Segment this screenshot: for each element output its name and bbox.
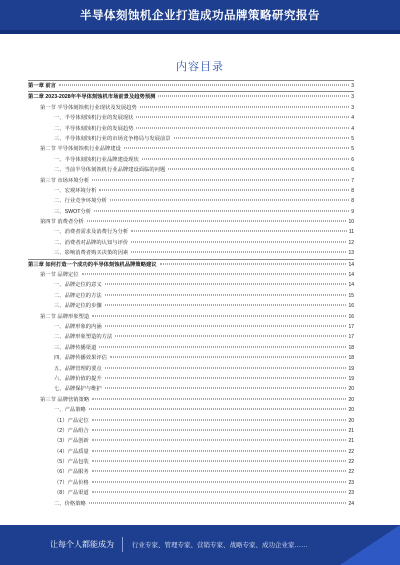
toc-leader-dots xyxy=(59,85,349,86)
footer-corner-decoration xyxy=(340,525,400,565)
toc-entry-page: 6 xyxy=(351,167,354,174)
toc-entry-label: 六、品牌价值的提升 xyxy=(54,375,102,382)
toc-entry-label: 二、品牌形象塑造的方法 xyxy=(54,334,113,341)
toc-leader-dots xyxy=(89,409,347,410)
toc-entry-page: 6 xyxy=(351,156,354,163)
toc-leader-dots xyxy=(92,461,347,462)
toc-leader-dots xyxy=(105,294,347,295)
header-accent-stripe xyxy=(0,30,400,34)
toc-entry-page: 14 xyxy=(348,261,354,268)
toc-entry-label: 七、品牌保护与维护 xyxy=(54,386,102,393)
toc-entry-page: 16 xyxy=(348,303,354,310)
toc-entry-label: （1）产品定位 xyxy=(54,417,89,424)
footer-divider xyxy=(122,537,123,552)
toc-leader-dots xyxy=(105,377,347,378)
toc-leader-dots xyxy=(105,325,347,326)
toc-entry[interactable] xyxy=(28,155,354,165)
toc-title: 内容目录 xyxy=(176,61,224,73)
toc-entry[interactable] xyxy=(28,196,354,206)
toc-entry-label: 一、产品策略 xyxy=(54,407,86,414)
toc-entry-label: 第一章 前言 xyxy=(28,83,56,89)
toc-entry[interactable] xyxy=(28,291,354,301)
toc-entry-label: 一、品牌定位的意义 xyxy=(54,282,102,289)
toc-entry[interactable] xyxy=(28,280,354,290)
toc-entry-page: 11 xyxy=(348,229,354,236)
toc-entry[interactable] xyxy=(28,395,354,405)
toc-entry[interactable] xyxy=(28,217,354,227)
toc-entry-label: 三、SWOT分析 xyxy=(54,208,92,215)
toc-entry[interactable] xyxy=(28,416,354,426)
toc-leader-dots xyxy=(92,450,347,451)
toc-entry-page: 20 xyxy=(348,407,354,414)
toc-entry[interactable] xyxy=(28,478,354,488)
toc-entry-page: 20 xyxy=(348,396,354,403)
toc-entry-label: 第四节 消费者分析 xyxy=(40,219,84,226)
toc-entry-page: 21 xyxy=(348,438,354,445)
toc-entry-label: 五、品牌管理的要点 xyxy=(54,365,102,372)
toc-entry-label: 二、行业竞争环境分析 xyxy=(54,198,107,205)
toc-entry-page: 7 xyxy=(351,177,354,184)
toc-entry[interactable] xyxy=(28,207,354,217)
toc-entry-page: 14 xyxy=(348,272,354,279)
toc-entry-label: 四、品牌传播效果评估 xyxy=(54,355,107,362)
toc-entry[interactable] xyxy=(28,312,354,322)
toc-entry-label: 二、当前半导体刻蚀机行业品牌建设面临的问题 xyxy=(54,167,166,174)
toc-entry[interactable] xyxy=(28,144,354,154)
toc-leader-dots xyxy=(92,492,347,493)
toc-entry-page: 5 xyxy=(351,146,354,153)
toc-entry[interactable] xyxy=(28,301,354,311)
toc-entry[interactable] xyxy=(28,384,354,394)
toc-entry[interactable] xyxy=(28,259,354,270)
toc-leader-dots xyxy=(115,336,346,337)
toc-entry-label: 二、半导体刻蚀机行业的发展趋势 xyxy=(54,125,134,132)
toc-leader-dots xyxy=(124,148,349,149)
toc-entry[interactable] xyxy=(28,134,354,144)
toc-entry-page: 20 xyxy=(348,417,354,424)
toc-entry[interactable] xyxy=(28,113,354,123)
toc-leader-dots xyxy=(105,388,347,389)
report-title: 半导体刻蚀机企业打造成功品牌策略研究报告 xyxy=(80,10,320,22)
toc-entry[interactable] xyxy=(28,124,354,134)
toc-leader-dots xyxy=(92,440,347,441)
toc-entry-label: 二、消费者对品牌的认知与评价 xyxy=(54,239,129,246)
toc-entry[interactable] xyxy=(28,405,354,415)
toc-leader-dots xyxy=(92,179,349,180)
toc-entry-label: 一、半导体刻蚀机行业品牌建设现状 xyxy=(54,156,139,163)
toc-leader-dots xyxy=(142,158,349,159)
toc-entry-page: 8 xyxy=(351,187,354,194)
toc-entry-label: 第二节 半导体刻蚀机行业品牌建设 xyxy=(40,146,121,153)
toc-entry[interactable] xyxy=(28,343,354,353)
header-bar xyxy=(0,0,400,34)
toc-entry-page: 17 xyxy=(348,323,354,330)
toc-leader-dots xyxy=(110,357,346,358)
toc-entry[interactable] xyxy=(28,436,354,446)
toc-entry-label: 三、品牌传播渠道 xyxy=(54,344,97,351)
toc-entry[interactable] xyxy=(28,227,354,237)
toc-entry[interactable] xyxy=(28,322,354,332)
toc-entry-label: （6）产品服务 xyxy=(54,469,89,476)
toc-leader-dots xyxy=(174,137,350,138)
toc-entry[interactable] xyxy=(28,374,354,384)
toc-entry[interactable] xyxy=(28,332,354,342)
toc-entry-page: 21 xyxy=(348,427,354,434)
toc-entry-page: 22 xyxy=(348,469,354,476)
toc-entry[interactable] xyxy=(28,165,354,175)
toc-entry[interactable] xyxy=(28,103,354,113)
toc-entry[interactable] xyxy=(28,426,354,436)
toc-entry-page: 15 xyxy=(348,292,354,299)
toc-entry-label: （3）产品创新 xyxy=(54,438,89,445)
toc-entry-page: 22 xyxy=(348,459,354,466)
toc-entry-label: （2）产品组合 xyxy=(54,427,89,434)
toc-leader-dots xyxy=(160,263,347,264)
toc-entry-page: 3 xyxy=(351,83,354,89)
toc-entry[interactable] xyxy=(28,186,354,196)
toc-leader-dots xyxy=(131,231,347,232)
toc-entry[interactable] xyxy=(28,248,354,258)
footer-slogan: 让每个人都能成为 xyxy=(50,540,114,549)
toc-leader-dots xyxy=(140,106,349,107)
toc-entry-label: （8）产品渠道 xyxy=(54,490,89,497)
toc-leader-dots xyxy=(92,315,346,316)
toc-leader-dots xyxy=(168,169,349,170)
toc-leader-dots xyxy=(105,284,347,285)
toc-entry-page: 10 xyxy=(348,219,354,226)
toc-leader-dots xyxy=(94,210,349,211)
toc-entry-page: 3 xyxy=(351,104,354,111)
toc-entry-page: 4 xyxy=(351,125,354,132)
toc-entry-page: 16 xyxy=(348,313,354,320)
toc-leader-dots xyxy=(92,471,347,472)
toc-entry-page: 12 xyxy=(348,239,354,246)
toc-entry-page: 20 xyxy=(348,386,354,393)
toc-entry[interactable] xyxy=(28,176,354,186)
toc-entry-label: 第三节 品牌营销策略 xyxy=(40,396,90,403)
toc-leader-dots xyxy=(131,252,346,253)
toc-entry[interactable] xyxy=(28,447,354,457)
toc-leader-dots xyxy=(87,221,347,222)
toc-entry[interactable] xyxy=(28,467,354,477)
toc-entry-label: 一、消费者需求及消费行为分析 xyxy=(54,229,129,236)
toc-entry-label: （5）产品包装 xyxy=(54,459,89,466)
toc-leader-dots xyxy=(92,419,347,420)
toc-entry-label: 二、价格策略 xyxy=(54,500,86,507)
toc-entry[interactable] xyxy=(28,457,354,467)
toc-entry-page: 23 xyxy=(348,490,354,497)
toc-entry-label: 第三节 市场环境分析 xyxy=(40,177,90,184)
toc-entry-page: 23 xyxy=(348,479,354,486)
toc-leader-dots xyxy=(99,346,346,347)
toc-entry[interactable] xyxy=(28,488,354,498)
toc-leader-dots xyxy=(158,96,349,97)
toc-entry-label: 一、宏观环境分析 xyxy=(54,187,97,194)
toc-entry[interactable] xyxy=(28,364,354,374)
toc-leader-dots xyxy=(89,502,347,503)
toc-entry-page: 24 xyxy=(348,500,354,507)
toc-entry-label: 一、半导体刻蚀机行业的发展现状 xyxy=(54,115,134,122)
toc-entry-page: 18 xyxy=(348,355,354,362)
toc-entry-label: 第一节 品牌定位 xyxy=(40,272,79,279)
toc-entry-label: 三、影响消费者购买决策的因素 xyxy=(54,250,129,257)
toc-leader-dots xyxy=(105,305,347,306)
toc-entry[interactable] xyxy=(28,499,354,509)
toc-entry[interactable] xyxy=(28,238,354,248)
toc-entry[interactable] xyxy=(28,353,354,363)
toc-entry[interactable] xyxy=(28,80,354,91)
toc-entry-label: 第二节 品牌形象塑造 xyxy=(40,313,90,320)
toc-entry-label: 二、品牌定位的方法 xyxy=(54,292,102,299)
toc-entry-label: （4）产品质量 xyxy=(54,448,89,455)
toc-leader-dots xyxy=(92,398,346,399)
toc-entry-page: 5 xyxy=(351,135,354,142)
toc-entry-page: 19 xyxy=(348,365,354,372)
toc-leader-dots xyxy=(136,117,349,118)
toc-leader-dots xyxy=(99,189,349,190)
toc-entry-label: 一、品牌形象的内涵 xyxy=(54,323,102,330)
toc-entry-page: 3 xyxy=(351,94,354,101)
toc-entry-page: 14 xyxy=(348,282,354,289)
toc-entry-label: （7）产品价格 xyxy=(54,479,89,486)
table-of-contents xyxy=(28,80,354,509)
toc-entry-page: 17 xyxy=(348,334,354,341)
toc-entry-label: 第一节 半导体刻蚀机行业现状及发展趋势 xyxy=(40,104,137,111)
toc-entry[interactable] xyxy=(28,270,354,280)
footer-roles: 行业专家、管理专家、营销专家、战略专家、成功企业家…… xyxy=(132,542,308,549)
toc-entry-label: 第二章 2023-2028年半导体刻蚀机市场前景及趋势预测 xyxy=(28,94,156,101)
toc-leader-dots xyxy=(131,241,346,242)
toc-leader-dots xyxy=(92,429,347,430)
toc-entry-page: 19 xyxy=(348,375,354,382)
toc-leader-dots xyxy=(92,481,347,482)
toc-entry-page: 9 xyxy=(351,208,354,215)
toc-entry-label: 第三章 如何打造一个成功的半导体刻蚀机品牌策略建议 xyxy=(28,261,157,268)
toc-entry-label: 三、品牌定位的步骤 xyxy=(54,303,102,310)
toc-entry-label: 三、半导体刻蚀机行业的市场竞争格局与发展前景 xyxy=(54,135,171,142)
toc-entry-page: 8 xyxy=(351,198,354,205)
toc-entry[interactable] xyxy=(28,91,354,102)
toc-leader-dots xyxy=(105,367,347,368)
toc-leader-dots xyxy=(82,274,347,275)
toc-leader-dots xyxy=(110,200,349,201)
toc-entry-page: 18 xyxy=(348,344,354,351)
toc-leader-dots xyxy=(136,127,349,128)
toc-entry-page: 4 xyxy=(351,115,354,122)
toc-entry-page: 13 xyxy=(348,250,354,257)
toc-entry-page: 22 xyxy=(348,448,354,455)
